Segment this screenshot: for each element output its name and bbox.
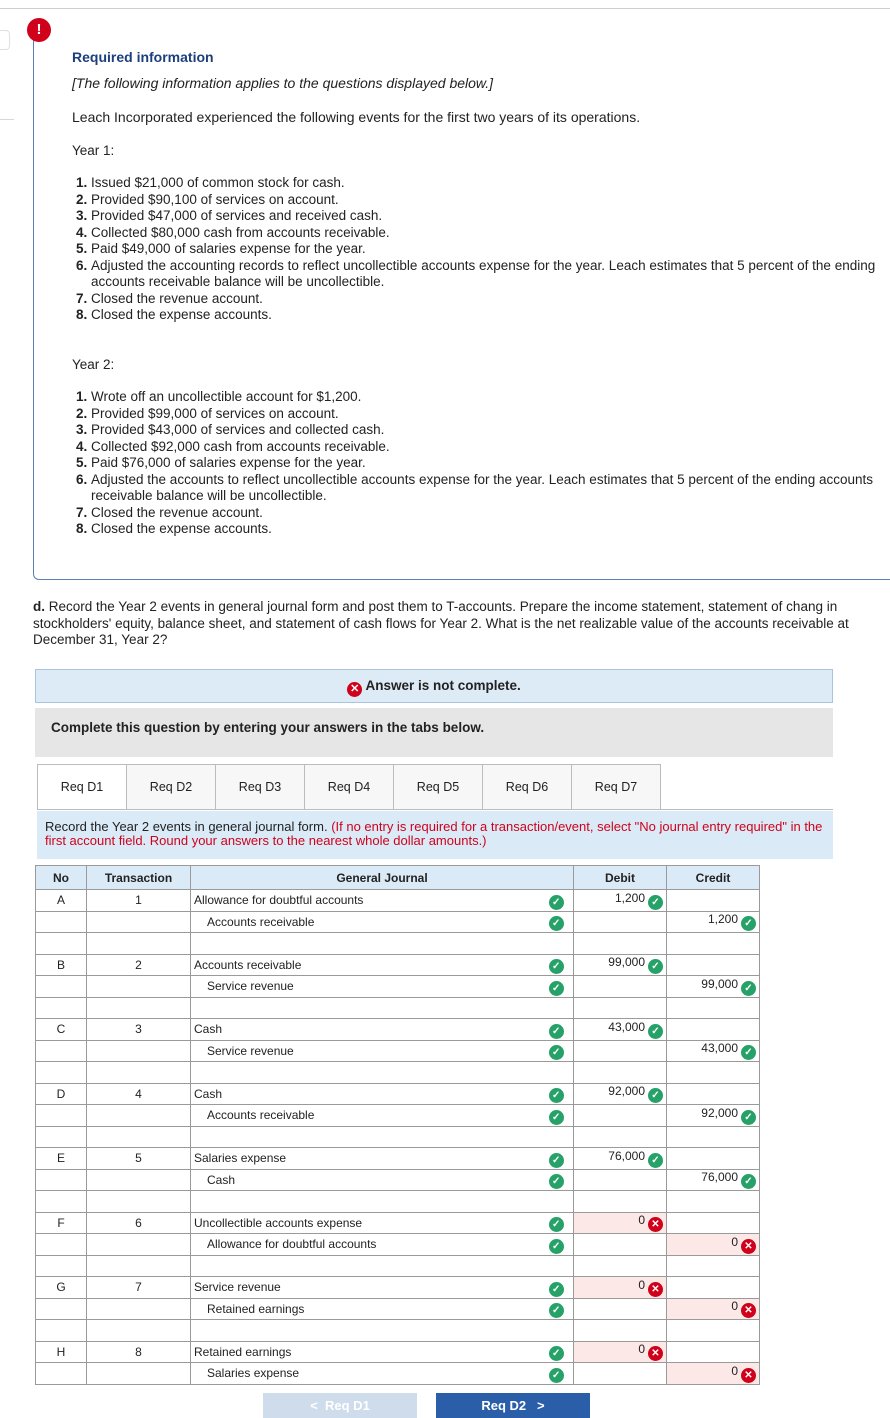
blank-account-field[interactable] <box>191 997 537 1019</box>
credit-amount-field[interactable] <box>667 1341 760 1363</box>
blank-account-field[interactable] <box>191 1255 537 1277</box>
debit-amount-field[interactable] <box>574 1126 667 1148</box>
credit-amount-field[interactable] <box>667 911 760 933</box>
year2-event <box>76 422 876 439</box>
journal-blank-row <box>36 933 760 955</box>
journal-entry-row <box>36 890 760 912</box>
prev-button-label: Req D1 <box>325 1398 370 1413</box>
blank-status <box>537 1062 574 1084</box>
credit-account-status <box>537 911 574 933</box>
entry-no: G <box>36 1277 87 1299</box>
direction-main: Record the Year 2 events in general journal form. <box>45 819 328 834</box>
journal-entry-row <box>36 1212 760 1234</box>
transaction-blank <box>87 997 191 1019</box>
credit-account-field[interactable]: Accounts receivable <box>191 1105 537 1127</box>
info-title: Required information <box>72 49 214 65</box>
x-circle-icon: ✕ <box>648 1282 663 1297</box>
credit-amount-field[interactable] <box>667 1148 760 1170</box>
credit-amount-field[interactable] <box>667 1169 760 1191</box>
year1-event-number: 1. <box>76 175 88 190</box>
debit-account-field[interactable]: Salaries expense <box>191 1148 537 1170</box>
check-circle-icon: ✓ <box>549 1368 564 1383</box>
blank-status <box>537 997 574 1019</box>
debit-account-field[interactable]: Service revenue <box>191 1277 537 1299</box>
journal-entry-row <box>36 1040 760 1062</box>
debit-account-status <box>537 1019 574 1041</box>
entry-no-blank <box>36 1191 87 1213</box>
credit-account-status <box>537 1040 574 1062</box>
debit-amount-field[interactable] <box>574 933 667 955</box>
transaction-blank <box>87 1234 191 1256</box>
blank-account-field[interactable] <box>191 1126 537 1148</box>
header-transaction: Transaction <box>87 866 191 890</box>
transaction-blank <box>87 1255 191 1277</box>
debit-amount-field[interactable] <box>574 1040 667 1062</box>
year2-event-text: Provided $99,000 of services on account. <box>91 405 339 421</box>
check-circle-icon: ✓ <box>549 916 564 931</box>
year2-event-text: Paid $76,000 of salaries expense for the year. <box>91 455 366 470</box>
tab-req-d4[interactable]: Req D4 <box>304 764 394 810</box>
header-credit: Credit <box>667 866 760 890</box>
debit-account-field[interactable]: Accounts receivable <box>191 954 537 976</box>
journal-blank-row <box>36 1320 760 1342</box>
journal-entry-row <box>36 1083 760 1105</box>
check-circle-icon: ✓ <box>549 1303 564 1318</box>
credit-amount-field[interactable] <box>667 1320 760 1342</box>
entry-no: A <box>36 890 87 912</box>
credit-account-field[interactable]: Accounts receivable <box>191 911 537 933</box>
year1-event-text: Adjusted the accounting records to reflect uncollectible accounts expense for the year. Leach estimates that 5 percent of the ending accounts receivable balance will be uncollectible. <box>91 257 876 289</box>
credit-amount-field[interactable] <box>667 997 760 1019</box>
credit-account-field[interactable]: Cash <box>191 1169 537 1191</box>
debit-amount: 1,200 <box>614 890 645 905</box>
year2-event <box>76 406 876 423</box>
debit-amount-field[interactable] <box>574 1212 667 1234</box>
x-circle-icon: ✕ <box>741 1303 756 1318</box>
year1-event-text: Closed the revenue account. <box>91 290 263 306</box>
side-divider <box>0 119 14 120</box>
transaction-blank <box>87 1062 191 1084</box>
entry-no-blank <box>36 1363 87 1385</box>
journal-blank-row <box>36 1126 760 1148</box>
check-circle-icon: ✓ <box>549 959 564 974</box>
entry-no-blank <box>36 1169 87 1191</box>
year1-event-text: Issued $21,000 of common stock for cash. <box>91 175 345 190</box>
year2-event <box>76 389 876 406</box>
year2-event-number: 8. <box>76 521 88 536</box>
tab-req-d5[interactable]: Req D5 <box>393 764 483 810</box>
instruction-text: Complete this question by entering your answers in the tabs below. <box>51 720 485 735</box>
blank-account-field[interactable] <box>191 1320 537 1342</box>
credit-amount-field[interactable] <box>667 1363 760 1385</box>
year1-event <box>76 192 876 209</box>
debit-account-status <box>537 890 574 912</box>
blank-account-field[interactable] <box>191 933 537 955</box>
credit-amount: 76,000 <box>701 1170 738 1185</box>
year2-event-number: 7. <box>76 504 88 520</box>
transaction-number: 3 <box>87 1019 191 1041</box>
debit-amount: 0 <box>638 1342 645 1357</box>
debit-account-status <box>537 954 574 976</box>
check-circle-icon: ✓ <box>549 1024 564 1039</box>
journal-entry-row <box>36 1105 760 1127</box>
transaction-blank <box>87 1105 191 1127</box>
check-circle-icon: ✓ <box>741 1110 756 1125</box>
check-circle-icon: ✓ <box>741 916 756 931</box>
year2-event <box>76 455 876 472</box>
year1-event-number: 8. <box>76 307 88 322</box>
credit-account-field[interactable]: Retained earnings <box>191 1298 537 1320</box>
year2-event-text: Closed the revenue account. <box>91 504 263 520</box>
debit-account-status <box>537 1212 574 1234</box>
year1-event-text: Provided $47,000 of services and received cash. <box>91 208 383 223</box>
journal-entry-row <box>36 1148 760 1170</box>
check-circle-icon: ✓ <box>741 1174 756 1189</box>
entry-no-blank <box>36 1255 87 1277</box>
debit-amount-field[interactable] <box>574 1105 667 1127</box>
year2-event-list <box>76 389 876 538</box>
year2-event-text: Wrote off an uncollectible account for $1,200. <box>91 389 362 404</box>
year1-event-text: Closed the expense accounts. <box>91 307 272 322</box>
credit-amount: 99,000 <box>701 976 738 991</box>
entry-no: E <box>36 1148 87 1170</box>
prev-button[interactable]: < Req D1 <box>263 1393 417 1418</box>
credit-amount-field[interactable] <box>667 1255 760 1277</box>
check-circle-icon: ✓ <box>549 1239 564 1254</box>
tab-bar <box>37 764 660 810</box>
transaction-number: 7 <box>87 1277 191 1299</box>
credit-account-status <box>537 976 574 998</box>
side-tab-edge <box>0 30 10 50</box>
blank-status <box>537 1126 574 1148</box>
debit-amount: 43,000 <box>608 1019 645 1034</box>
entry-no-blank <box>36 1062 87 1084</box>
info-subtitle: [The following information applies to the questions displayed below.] <box>72 75 494 91</box>
credit-account-field[interactable]: Service revenue <box>191 1040 537 1062</box>
check-circle-icon: ✓ <box>648 1088 663 1103</box>
year1-event-list <box>76 175 876 324</box>
debit-amount-field[interactable] <box>574 890 667 912</box>
blank-account-field[interactable] <box>191 1062 537 1084</box>
credit-account-status <box>537 1234 574 1256</box>
next-button[interactable]: Req D2 > <box>436 1393 590 1418</box>
debit-account-status <box>537 1277 574 1299</box>
year1-event <box>76 307 876 324</box>
entry-no-blank <box>36 997 87 1019</box>
debit-amount: 0 <box>638 1277 645 1292</box>
x-circle-icon: ✕ <box>347 682 362 697</box>
credit-amount-field[interactable] <box>667 890 760 912</box>
tab-req-d3[interactable]: Req D3 <box>215 764 305 810</box>
credit-account-field[interactable]: Allowance for doubtful accounts <box>191 1234 537 1256</box>
question-label: d. <box>33 599 45 614</box>
journal-header-row <box>36 866 760 890</box>
check-circle-icon: ✓ <box>549 1282 564 1297</box>
debit-amount-field[interactable] <box>574 997 667 1019</box>
year2-event-number: 3. <box>76 422 88 437</box>
journal-blank-row <box>36 1255 760 1277</box>
entry-no: F <box>36 1212 87 1234</box>
entry-no-blank <box>36 933 87 955</box>
year1-event <box>76 175 876 192</box>
x-circle-icon: ✕ <box>648 1217 663 1232</box>
year1-event <box>76 241 876 258</box>
credit-amount-field[interactable] <box>667 1040 760 1062</box>
credit-amount: 0 <box>731 1234 738 1249</box>
transaction-blank <box>87 976 191 998</box>
credit-amount: 0 <box>731 1363 738 1378</box>
tab-bar-divider <box>37 809 833 810</box>
debit-account-field[interactable]: Cash <box>191 1019 537 1041</box>
credit-account-field[interactable]: Salaries expense <box>191 1363 537 1385</box>
journal-entry-row <box>36 1169 760 1191</box>
journal-blank-row <box>36 1062 760 1084</box>
check-circle-icon: ✓ <box>549 1346 564 1361</box>
debit-account-field[interactable]: Cash <box>191 1083 537 1105</box>
credit-amount: 0 <box>731 1299 738 1314</box>
transaction-blank <box>87 911 191 933</box>
check-circle-icon: ✓ <box>549 1110 564 1125</box>
blank-status <box>537 933 574 955</box>
debit-amount-field[interactable] <box>574 954 667 976</box>
credit-account-status <box>537 1169 574 1191</box>
debit-amount-field[interactable] <box>574 1083 667 1105</box>
year2-event-number: 6. <box>76 471 88 487</box>
year2-event-number: 5. <box>76 455 88 470</box>
entry-no-blank <box>36 1105 87 1127</box>
journal-entry-row <box>36 1363 760 1385</box>
credit-amount-field[interactable] <box>667 1298 760 1320</box>
transaction-blank <box>87 1191 191 1213</box>
year2-event-number: 2. <box>76 405 88 421</box>
entry-no-blank <box>36 1040 87 1062</box>
question-text: Record the Year 2 events in general journal form and post them to T-accounts. Prepare the income statement, statement of chang in stockholders' equity, balance sheet, and statement of cash flows for Year 2. What is the net realizable value of the accounts receivable at December 31, Year 2? <box>33 599 849 647</box>
info-intro: Leach Incorporated experienced the following events for the first two years of its operations. <box>72 109 641 125</box>
year2-event-number: 4. <box>76 438 88 454</box>
year1-label: Year 1: <box>72 143 115 158</box>
year1-event-number: 6. <box>76 257 88 273</box>
credit-amount-field[interactable] <box>667 1191 760 1213</box>
check-circle-icon: ✓ <box>648 895 663 910</box>
check-circle-icon: ✓ <box>648 1153 663 1168</box>
debit-account-field[interactable]: Uncollectible accounts expense <box>191 1212 537 1234</box>
transaction-blank <box>87 1169 191 1191</box>
instruction-box <box>35 708 833 757</box>
status-text: Answer is not complete. <box>365 678 521 693</box>
credit-amount-field[interactable] <box>667 1019 760 1041</box>
debit-amount-field[interactable] <box>574 1363 667 1385</box>
journal-table <box>35 865 760 1385</box>
x-circle-icon: ✕ <box>648 1346 663 1361</box>
entry-no: C <box>36 1019 87 1041</box>
tab-req-d7[interactable]: Req D7 <box>571 764 661 810</box>
transaction-number: 8 <box>87 1341 191 1363</box>
debit-amount-field[interactable] <box>574 976 667 998</box>
transaction-blank <box>87 1126 191 1148</box>
journal-entry-row <box>36 954 760 976</box>
journal-entry-row <box>36 911 760 933</box>
header-debit: Debit <box>574 866 667 890</box>
credit-amount-field[interactable] <box>667 933 760 955</box>
credit-amount: 1,200 <box>707 912 738 927</box>
check-circle-icon: ✓ <box>549 1045 564 1060</box>
entry-no-blank <box>36 1234 87 1256</box>
credit-amount-field[interactable] <box>667 976 760 998</box>
transaction-blank <box>87 1320 191 1342</box>
year1-event-number: 2. <box>76 191 88 207</box>
credit-account-status <box>537 1298 574 1320</box>
year1-event <box>76 225 876 242</box>
debit-amount-field[interactable] <box>574 1234 667 1256</box>
credit-amount-field[interactable] <box>667 1105 760 1127</box>
debit-account-status <box>537 1083 574 1105</box>
tab-req-d6[interactable]: Req D6 <box>482 764 572 810</box>
transaction-number: 4 <box>87 1083 191 1105</box>
transaction-blank <box>87 1040 191 1062</box>
debit-amount-field[interactable] <box>574 1320 667 1342</box>
year1-event-number: 7. <box>76 290 88 306</box>
journal-entry-row <box>36 1019 760 1041</box>
year2-event-text: Closed the expense accounts. <box>91 521 272 536</box>
journal-entry-row <box>36 1234 760 1256</box>
check-circle-icon: ✓ <box>648 1024 663 1039</box>
credit-amount-field[interactable] <box>667 1277 760 1299</box>
debit-amount-field[interactable] <box>574 1148 667 1170</box>
transaction-blank <box>87 1298 191 1320</box>
debit-amount-field[interactable] <box>574 1062 667 1084</box>
debit-account-status <box>537 1341 574 1363</box>
check-circle-icon: ✓ <box>549 1174 564 1189</box>
status-bar <box>35 669 833 703</box>
credit-amount-field[interactable] <box>667 1083 760 1105</box>
debit-amount: 76,000 <box>608 1148 645 1163</box>
check-circle-icon: ✓ <box>549 1088 564 1103</box>
entry-no-blank <box>36 1126 87 1148</box>
debit-amount-field[interactable] <box>574 1019 667 1041</box>
transaction-number: 1 <box>87 890 191 912</box>
journal-entry-row <box>36 1341 760 1363</box>
year2-label: Year 2: <box>72 357 115 372</box>
journal-entry-row <box>36 976 760 998</box>
debit-amount-field[interactable] <box>574 1169 667 1191</box>
blank-status <box>537 1255 574 1277</box>
debit-account-status <box>537 1148 574 1170</box>
year1-event <box>76 208 876 225</box>
credit-amount-field[interactable] <box>667 954 760 976</box>
debit-amount-field[interactable] <box>574 1191 667 1213</box>
transaction-number: 2 <box>87 954 191 976</box>
header-general-journal: General Journal <box>191 866 574 890</box>
credit-account-field[interactable]: Service revenue <box>191 976 537 998</box>
top-divider <box>0 8 890 9</box>
credit-account-status <box>537 1363 574 1385</box>
entry-no-blank <box>36 911 87 933</box>
tab-req-d2[interactable]: Req D2 <box>126 764 216 810</box>
year1-event-text: Collected $80,000 cash from accounts receivable. <box>91 224 390 240</box>
year2-event-number: 1. <box>76 389 88 404</box>
alert-icon: ! <box>27 18 51 42</box>
journal-blank-row <box>36 997 760 1019</box>
question-d <box>33 599 890 649</box>
year2-event-text: Collected $92,000 cash from accounts receivable. <box>91 438 390 454</box>
debit-account-field[interactable]: Allowance for doubtful accounts <box>191 890 537 912</box>
credit-amount: 43,000 <box>701 1041 738 1056</box>
entry-no-blank <box>36 1298 87 1320</box>
transaction-blank <box>87 933 191 955</box>
entry-no: D <box>36 1083 87 1105</box>
debit-amount-field[interactable] <box>574 911 667 933</box>
blank-status <box>537 1320 574 1342</box>
x-circle-icon: ✕ <box>741 1239 756 1254</box>
credit-amount-field[interactable] <box>667 1062 760 1084</box>
year1-event-number: 4. <box>76 224 88 240</box>
year1-event <box>76 258 876 291</box>
debit-amount: 0 <box>638 1213 645 1228</box>
header-no: No <box>36 866 87 890</box>
entry-no-blank <box>36 976 87 998</box>
tab-req-d1[interactable]: Req D1 <box>37 764 127 810</box>
debit-amount-field[interactable] <box>574 1341 667 1363</box>
check-circle-icon: ✓ <box>549 895 564 910</box>
debit-amount: 99,000 <box>608 955 645 970</box>
entry-no: H <box>36 1341 87 1363</box>
credit-amount-field[interactable] <box>667 1126 760 1148</box>
debit-amount-field[interactable] <box>574 1255 667 1277</box>
check-circle-icon: ✓ <box>648 959 663 974</box>
year2-event <box>76 439 876 456</box>
next-button-label: Req D2 <box>481 1398 527 1413</box>
year1-event <box>76 291 876 308</box>
debit-amount-field[interactable] <box>574 1277 667 1299</box>
debit-amount: 92,000 <box>608 1084 645 1099</box>
credit-amount-field[interactable] <box>667 1234 760 1256</box>
year1-event-number: 5. <box>76 241 88 256</box>
year1-event-text: Paid $49,000 of salaries expense for the year. <box>91 241 366 256</box>
debit-amount-field[interactable] <box>574 1298 667 1320</box>
check-circle-icon: ✓ <box>549 1153 564 1168</box>
year2-event <box>76 521 876 538</box>
journal-blank-row <box>36 1191 760 1213</box>
credit-account-status <box>537 1105 574 1127</box>
check-circle-icon: ✓ <box>549 1217 564 1232</box>
year1-event-number: 3. <box>76 208 88 223</box>
check-circle-icon: ✓ <box>741 981 756 996</box>
year2-event-text: Adjusted the accounts to reflect uncollectible accounts expense for the year. Leach estimates that 5 percent of the ending accounts receivable balance will be uncollectible. <box>91 471 873 503</box>
year1-event-text: Provided $90,100 of services on account. <box>91 191 339 207</box>
year2-event <box>76 505 876 522</box>
year2-event-text: Provided $43,000 of services and collected cash. <box>91 422 385 437</box>
entry-no: B <box>36 954 87 976</box>
transaction-number: 6 <box>87 1212 191 1234</box>
journal-entry-row <box>36 1298 760 1320</box>
check-circle-icon: ✓ <box>741 1045 756 1060</box>
direction-panel <box>37 811 833 859</box>
credit-amount-field[interactable] <box>667 1212 760 1234</box>
blank-status <box>537 1191 574 1213</box>
transaction-number: 5 <box>87 1148 191 1170</box>
debit-account-field[interactable]: Retained earnings <box>191 1341 537 1363</box>
blank-account-field[interactable] <box>191 1191 537 1213</box>
credit-amount: 92,000 <box>701 1105 738 1120</box>
x-circle-icon: ✕ <box>741 1368 756 1383</box>
direction-note: (If no entry is required for a transaction/event, select "No journal entry required" in the first account field. Round your answers to the nearest whole dollar amounts.) <box>45 819 823 848</box>
year2-event <box>76 472 876 505</box>
transaction-blank <box>87 1363 191 1385</box>
journal-entry-row <box>36 1277 760 1299</box>
check-circle-icon: ✓ <box>549 981 564 996</box>
entry-no-blank <box>36 1320 87 1342</box>
